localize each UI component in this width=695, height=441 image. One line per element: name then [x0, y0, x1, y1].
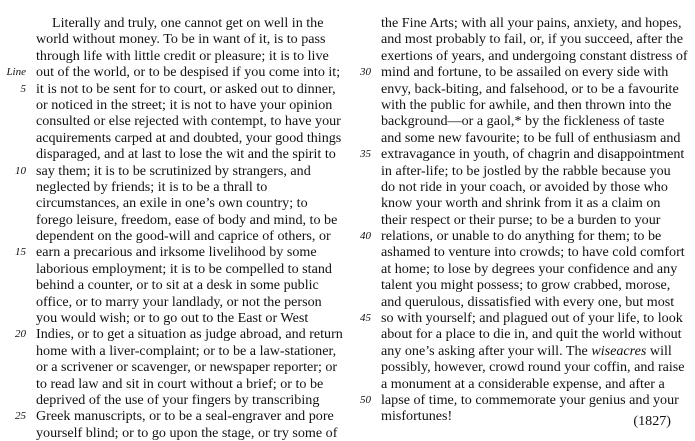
line-text: Literally and truly, one cannot get on well in the: [52, 15, 324, 31]
line-number: 50: [360, 393, 371, 406]
text-line: [0, 179, 345, 195]
text-line: [0, 408, 345, 424]
text-line: [0, 244, 345, 260]
line-number: Line: [6, 66, 26, 79]
text-line: [0, 163, 345, 179]
text-line: [345, 195, 695, 211]
line-text: circumstances, an exile in one’s own country; to: [36, 195, 308, 212]
text-line: [0, 310, 345, 326]
line-number: 45: [360, 312, 371, 325]
text-line: [345, 130, 695, 146]
text-line: [345, 310, 695, 326]
line-text: office, or to marry your landlady, or not the person: [36, 293, 322, 310]
line-text: forego leisure, freedom, ease of body and mind, to be: [36, 211, 338, 228]
line-text: mind and fortune, to be assailed on every side with: [381, 64, 669, 81]
text-line: [345, 359, 695, 375]
text-line: [345, 179, 695, 195]
line-number: 40: [360, 230, 371, 243]
text-line: [345, 326, 695, 342]
line-text: a monument at a considerable expense, and after a: [381, 375, 665, 392]
text-line: [345, 392, 695, 408]
line-text: so with yourself; and plagued out of your life, to look: [381, 310, 683, 327]
text-line: [0, 48, 345, 64]
line-text: exertions of years, and undergoing constant distress of: [381, 47, 688, 64]
text-line: [345, 277, 695, 293]
line-text: acquirements carped at and doubted, your good things: [36, 129, 342, 146]
line-text: yourself blind; or to go upon the stage, or try some of: [36, 424, 338, 441]
line-text: know your worth and shrink from it as a claim on: [381, 195, 661, 212]
line-text: and some new favourite; to be full of enthusiasm and: [381, 129, 681, 146]
text-line: [0, 130, 345, 146]
text-line: [0, 97, 345, 113]
line-number: 5: [20, 82, 26, 95]
left-column: [0, 15, 345, 441]
publication-date: (1827): [633, 413, 671, 429]
line-text: Greek manuscripts, or to be a seal-engraver and pore: [36, 408, 334, 425]
line-text: and most probably to fail, or, if you succeed, after the: [381, 31, 683, 48]
line-text: neglected by friends; it is to be a thrall to: [36, 178, 268, 195]
line-text: do not ride in your coach, or avoided by those who: [381, 178, 668, 195]
line-text: background—or a gaol,* by the fickleness of taste: [381, 113, 665, 130]
text-line: [0, 376, 345, 392]
line-number: 20: [15, 328, 26, 341]
text-line: [345, 212, 695, 228]
line-text: laborious employment; it is to be compelled to stand: [36, 260, 332, 277]
text-line: [345, 343, 695, 359]
line-number: 25: [15, 410, 26, 423]
text-line: [0, 392, 345, 408]
line-text: lapse of time, to commemorate your genius and your: [381, 391, 679, 408]
line-text: with the public for awhile, and then thrown into the: [381, 96, 672, 113]
line-text: in after-life; to be jostled by the rabble because you: [381, 162, 671, 179]
text-line: [0, 277, 345, 293]
line-text: possibly, however, crowd round your coffin, and raise: [381, 359, 685, 376]
line-text: world without money. To be in want of it, is to pass: [36, 31, 326, 48]
text-line: [0, 228, 345, 244]
line-text: and querulous, dissatisfied with every one, but most: [381, 293, 675, 310]
line-text: you would wish; or to go out to the East or West: [36, 310, 309, 327]
text-line: [345, 15, 695, 31]
line-text: consulted or else rejected with contempt, to have your: [36, 113, 341, 130]
line-text: ashamed to venture into crowds; to have cold comfort: [381, 244, 685, 261]
text-line: [0, 261, 345, 277]
text-line: [345, 261, 695, 277]
line-number: 10: [15, 164, 26, 177]
text-line: [0, 359, 345, 375]
line-text: home with a liver-complaint; or to be a law-stationer,: [36, 342, 337, 359]
line-text: Indies, or to get a situation as judge abroad, and return: [36, 326, 343, 343]
line-number: 30: [360, 66, 371, 79]
line-text: through life with little credit or pleasure; it is to live: [36, 47, 329, 64]
text-line: [0, 294, 345, 310]
line-text: it is not to be sent for to court, or asked out to dinner,: [36, 80, 336, 97]
line-text: extravagance in youth, of chagrin and disappointment: [381, 146, 685, 163]
right-column: [345, 15, 695, 425]
text-line: [0, 195, 345, 211]
line-text: out of the world, or to be despised if you come into it;: [36, 64, 341, 81]
line-number: 15: [15, 246, 26, 259]
line-text: about for a place to die in, and quit the world without: [381, 326, 682, 343]
line-text: dependent on the good-will and caprice of others, or: [36, 228, 331, 245]
line-text: relations, or unable to do anything for them; to be: [381, 228, 662, 245]
line-text: envy, back-biting, and falsehood, or to be a favourite: [381, 80, 679, 97]
line-text: to read law and sit in court without a brief; or to be: [36, 375, 324, 392]
line-text: behind a counter, or to sit at a desk in some public: [36, 277, 319, 294]
text-line: [345, 376, 695, 392]
text-line: [345, 48, 695, 64]
text-line: [345, 146, 695, 162]
line-text: misfortunes!: [381, 408, 453, 425]
text-line: [0, 15, 345, 31]
text-line: [345, 31, 695, 47]
line-text: deprived of the use of your fingers by transcribing: [36, 391, 320, 408]
text-line: [345, 294, 695, 310]
text-line: [0, 81, 345, 97]
text-line: [345, 97, 695, 113]
line-text: disparaged, and at last to lose the wit and the spirit to: [36, 146, 336, 163]
line-text: say them; it is to be scrutinized by strangers, and: [36, 162, 311, 179]
text-line: [0, 146, 345, 162]
line-number: 35: [360, 148, 371, 161]
text-line: [345, 81, 695, 97]
text-line: [345, 113, 695, 129]
text-line: [345, 163, 695, 179]
text-line: [0, 212, 345, 228]
text-line: [0, 343, 345, 359]
line-text: their respect or their purse; to be a burden to your: [381, 211, 661, 228]
line-text: earn a precarious and irksome livelihood by some: [36, 244, 317, 261]
line-text: the Fine Arts; with all your pains, anxiety, and hopes,: [381, 15, 682, 31]
line-text: at home; to lose by degrees your confidence and any: [381, 260, 678, 277]
text-line: [0, 326, 345, 342]
text-line: [0, 31, 345, 47]
text-line: [345, 244, 695, 260]
line-text: or a scrivener or scavenger, or newspaper reporter; or: [36, 359, 338, 376]
text-line: [345, 228, 695, 244]
text-line: [0, 113, 345, 129]
text-line: [0, 64, 345, 80]
line-text: or noticed in the street; it is not to have your opinion: [36, 96, 333, 113]
text-line: [0, 425, 345, 441]
text-line: [345, 64, 695, 80]
line-text: any one’s asking after your will. The wiseacres will: [381, 342, 672, 359]
line-text: talent you might possess; to grow crabbed, morose,: [381, 277, 671, 294]
